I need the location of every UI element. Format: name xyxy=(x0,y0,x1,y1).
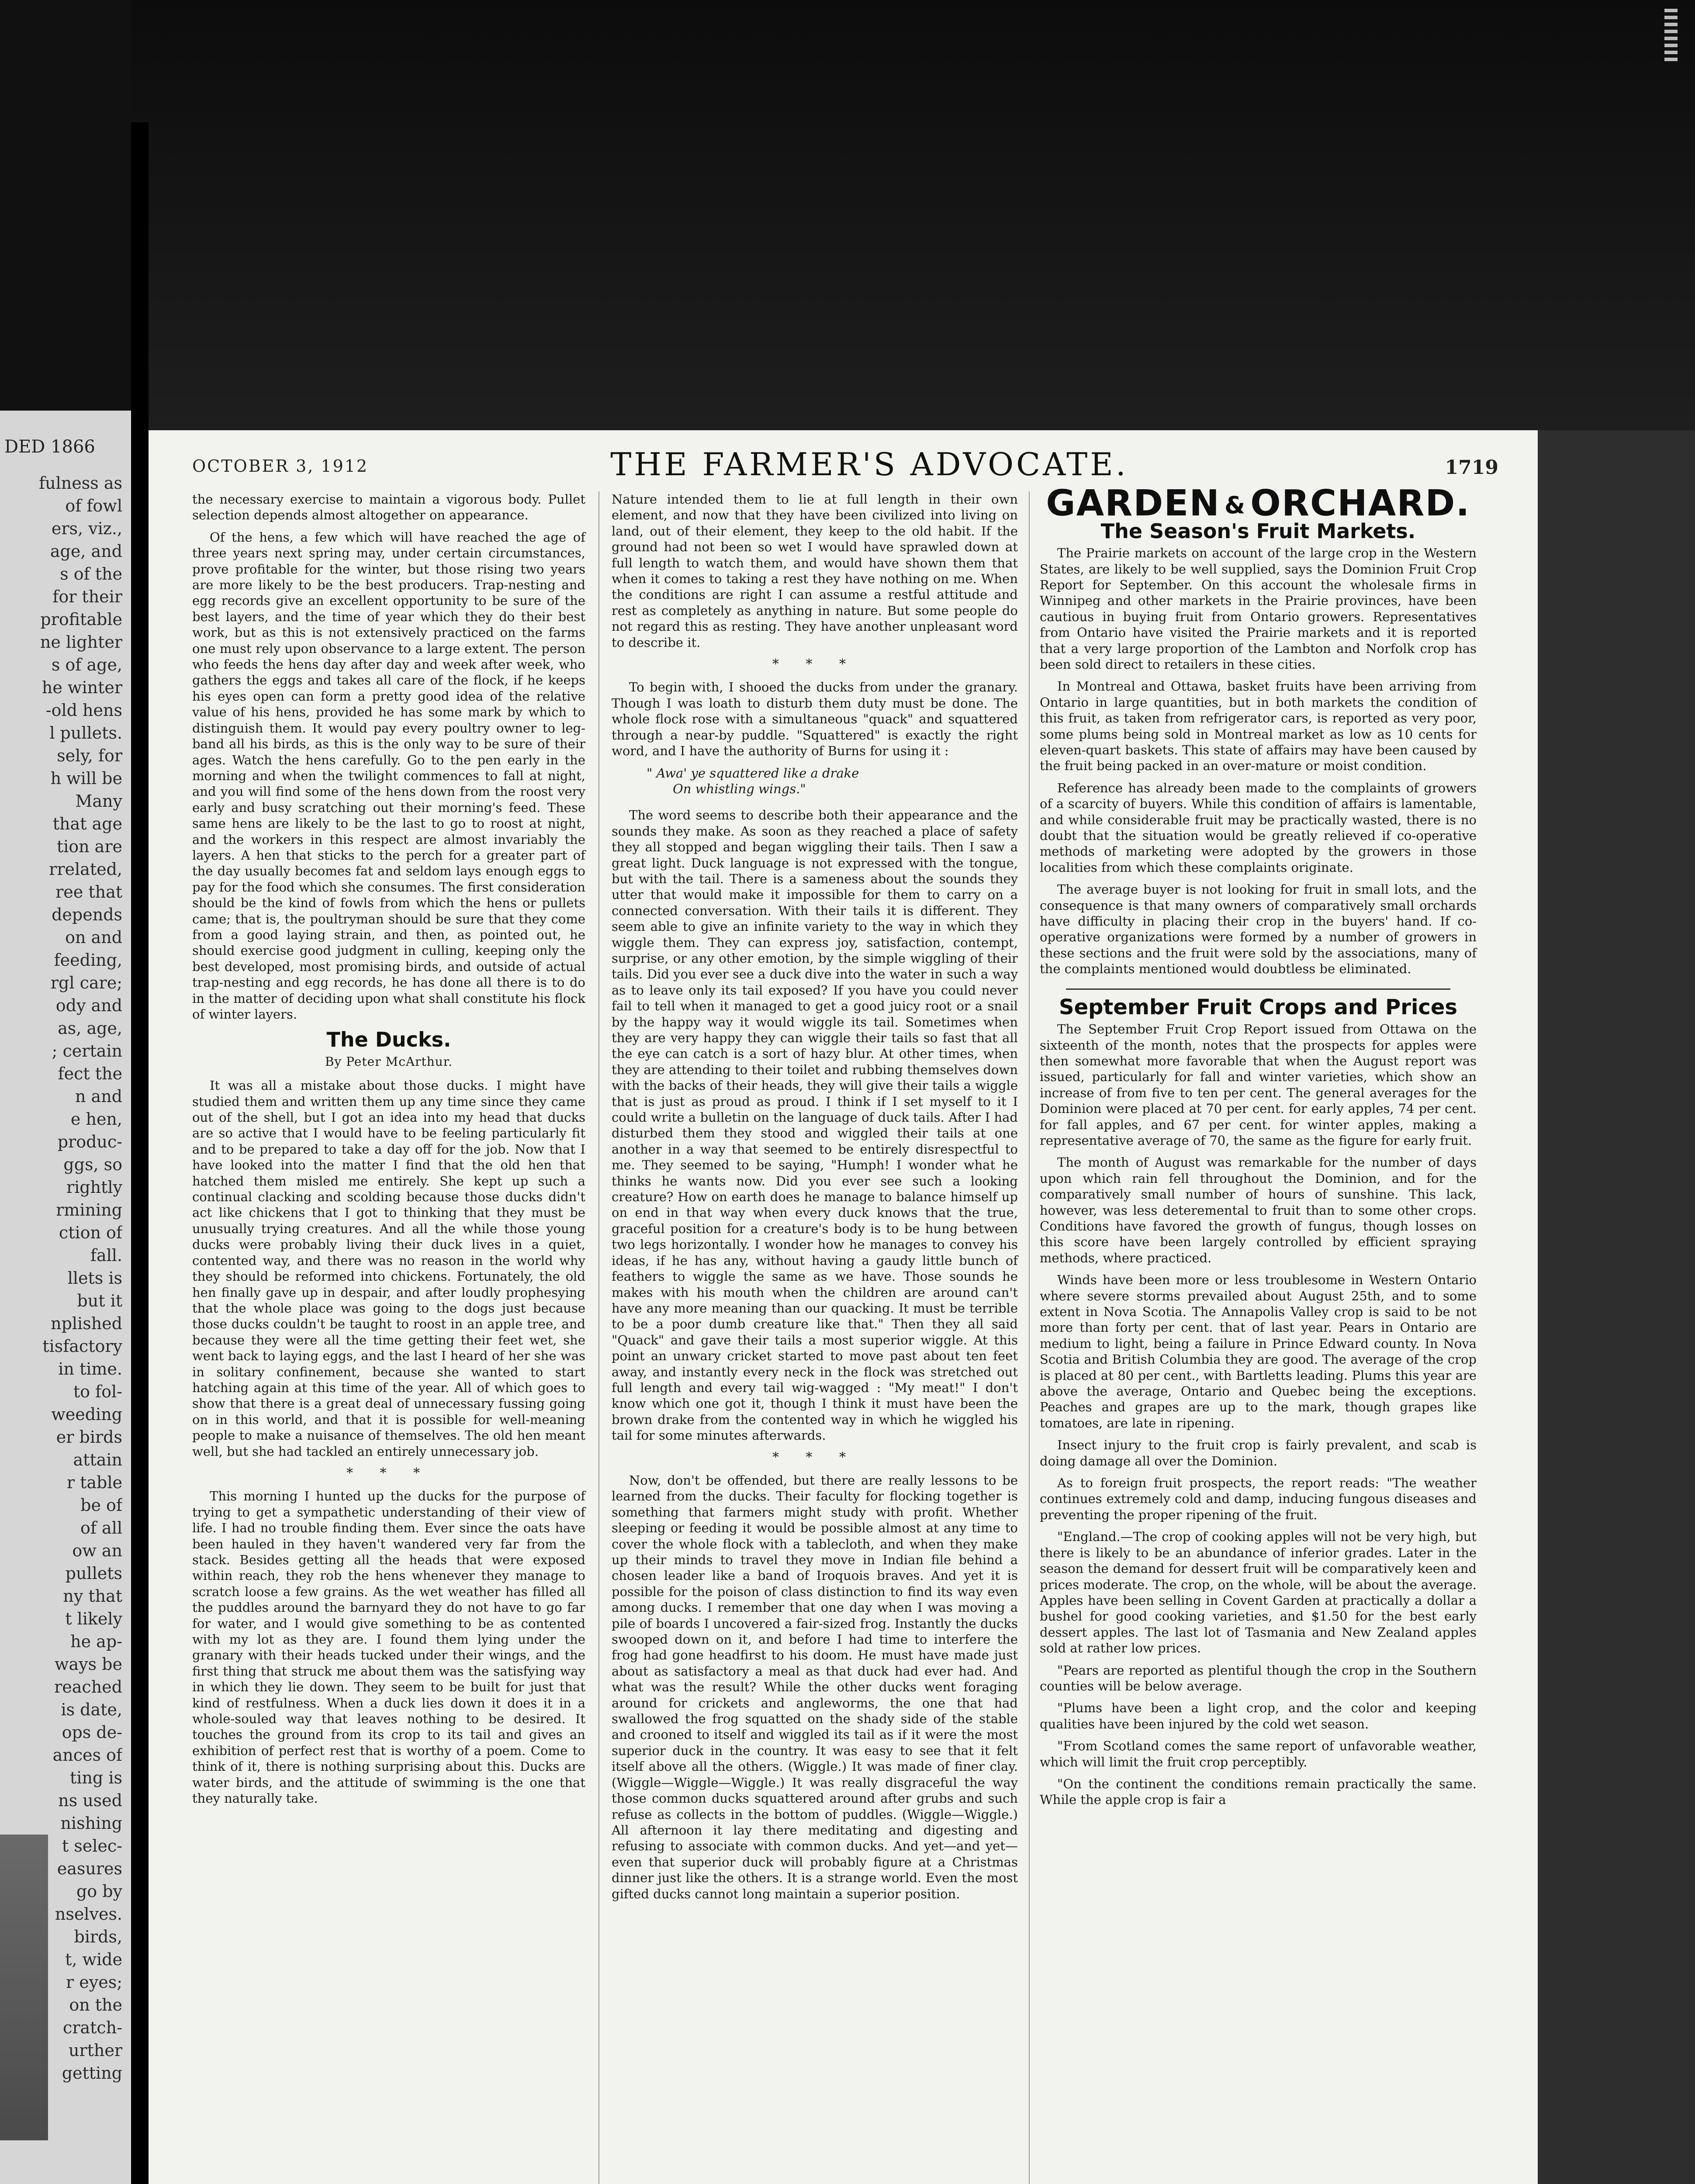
fragment-line: fall. xyxy=(90,1246,122,1265)
fragment-line: ting is xyxy=(70,1768,122,1787)
paragraph: Of the hens, a few which will have reached the age of three years next spring may, under certain circumstances, prove profitable for the winter, but those rising two years are more likely to be the best producers. Trap-nesting and egg records give an excellent opportunity to be sure of the best layers, and the time of year which they do their best work, but as this is not extensively practiced on the farms one must rely upon observance to a large extent. The person who feeds the hens day after day and week after week, who gathers the eggs and takes all care of the flock, if he keeps his eyes open can form a pretty good idea of the relative value of his hens, provided he has some mark by which to distinguish them. It would pay every poultry owner to leg-band all his birds, as this is the only way to be sure of their ages. Watch the hens carefully. Go to the pen early in the morning and when the twilight commences to fall at night, and you will find some of the hens down from the roost very early and busy scratching out their morning's feed. These same hens are likely to be the last to go to roost at night, and the workers in this respect are almost invariably the layers. A hen that sticks to the perch for a greater part of the day usually becomes fat and seldom lays enough eggs to pay for the food which she consumes. The first consideration should be the kind of fowls from which the hens or pullets came; that is, the poultryman should be sure that they come from a good laying strain, and then, as pointed out, he should exercise good judgment in culling, keeping only the best developed, most promising birds, and outside of actual trap-nesting and egg records, he has done all there is to do in the matter of deciding upon what shall constitute his flock of winter layers. xyxy=(192,529,585,1022)
fragment-line: n and xyxy=(75,1087,122,1106)
fruit-crops-title: September Fruit Crops and Prices xyxy=(1059,995,1457,1019)
fragment-line: Many xyxy=(75,791,122,811)
publication-title: THE FARMER'S ADVOCATE. xyxy=(610,446,1128,483)
right-margin xyxy=(1538,430,1695,2184)
fragment-line: fulness as xyxy=(39,473,122,493)
fragment-line: attain xyxy=(73,1450,122,1469)
fragment-line: h will be xyxy=(50,769,122,788)
article-divider xyxy=(1066,988,1450,990)
ducks-article-body-2 xyxy=(192,1488,585,1806)
paragraph: Winds have been more or less troublesome in Western Ontario where severe storms prevailed about August 25th, and to some extent in Nova Scotia. The Annapolis Valley crop is said to be not more than forty per cent. that of last year. Pears in Ontario are medium to light, being a failure in Prince Edward county. In Nova Scotia and British Columbia they are good. The average of the crop is placed at 80 per cent., with Bartletts leading. Plums this year are above the average, Ontario and Quebec being the exceptions. Peaches and grapes are up to the mark, though grapes like tomatoes, are late in ripening. xyxy=(1040,1272,1477,1431)
paragraph: the necessary exercise to maintain a vigorous body. Pullet selection depends almost altogether on appearance. xyxy=(192,492,585,523)
fragment-line: urther xyxy=(68,2041,122,2060)
paragraph: Reference has already been made to the complaints of growers of a scarcity of buyers. While this condition of affairs is lamentable, and while considerable fruit may be practically wasted, there is no doubt that the situation would be greatly relieved if co-operative methods of marketing were adopted by the growers in those localities from which these complaints originate. xyxy=(1040,780,1477,875)
fragment-line: s of age, xyxy=(51,655,122,674)
fragment-line: is date, xyxy=(61,1700,122,1719)
fruit-markets-body xyxy=(1040,545,1477,977)
fragment-line: t, wide xyxy=(65,1950,122,1969)
fruit-crops-body xyxy=(1040,1021,1477,1808)
fragment-line: profitable xyxy=(40,610,122,629)
ducks-article-body-5 xyxy=(612,1472,1018,1902)
paragraph: The Prairie markets on account of the large crop in the Western States, are likely to be well supplied, says the Dominion Fruit Crop Report for September. On this account the wholesale firms in Winnipeg and other markets in the Prairie provinces, have been cautious in buying fruit from Ontario growers. Representatives from Ontario have visited the Prairie markets and it is reported that a very large proportion of the Lambton and Norfolk crop has been sold direct to retailers in these cities. xyxy=(1040,546,1477,672)
fragment-line: to fol- xyxy=(73,1382,122,1401)
garden-orchard-banner xyxy=(1040,483,1477,524)
issue-date: OCTOBER 3, 1912 xyxy=(192,456,369,476)
fragment-line: weeding xyxy=(51,1405,122,1424)
fragment-line: on and xyxy=(65,928,122,947)
scan-edge-mark xyxy=(1664,9,1678,61)
banner-word-orchard: ORCHARD. xyxy=(1250,483,1470,524)
fragment-line: ances of xyxy=(52,1745,122,1765)
fragment-line: that age xyxy=(52,814,122,833)
section-break: * * * xyxy=(772,1449,858,1465)
ducks-article-title: The Ducks. xyxy=(326,1028,451,1052)
fragment-line: pullets xyxy=(65,1564,122,1583)
fragment-line: easures xyxy=(57,1859,122,1878)
fragment-line: getting xyxy=(62,2063,122,2083)
fragment-line: ops de- xyxy=(62,1723,122,1742)
fragment-line: ggs, so xyxy=(63,1155,122,1174)
fragment-line: go by xyxy=(76,1882,122,1901)
fragment-line: e hen, xyxy=(70,1109,122,1129)
fragment-line: l pullets. xyxy=(49,723,122,743)
fragment-line: rightly xyxy=(66,1178,122,1197)
fragment-line: ody and xyxy=(55,996,122,1015)
paragraph: The September Fruit Crop Report issued from Ottawa on the sixteenth of the month, notes that the prospects for apples were then somewhat more favorable that when the August report was issued, particularly for fall and winter varieties, which show an increase of from five to ten per cent. The general averages for the Dominion were placed at 70 per cent. for early apples, 74 per cent. for fall apples, and 67 per cent. for winter apples, making a representative average of 70, the same as the figure for early fruit. xyxy=(1040,1022,1477,1148)
fragment-line: r table xyxy=(66,1473,122,1492)
ducks-article-continuation xyxy=(612,491,1018,650)
fragment-line: rgl care; xyxy=(50,973,122,992)
section-break: * * * xyxy=(346,1465,432,1481)
fragment-line: birds, xyxy=(74,1927,122,1946)
fragment-line: but it xyxy=(77,1291,122,1310)
paragraph: As to foreign fruit prospects, the report reads: "The weather continues extremely cold and damp, inducing fungous diseases and preventing the proper ripening of the fruit. xyxy=(1040,1476,1477,1522)
newspaper-page xyxy=(149,430,1538,2184)
column-divider xyxy=(598,491,599,2184)
fragment-line: nplished xyxy=(51,1314,122,1333)
paragraph: To begin with, I shooed the ducks from under the granary. Though I was loath to disturb them duty must be done. The whole flock rose with a simultaneous "quack" and squattered through a near-by puddle. "Squattered" is exactly the right word, and I have the authority of Burns for using it : xyxy=(612,680,1018,759)
fragment-line: reached xyxy=(54,1677,122,1697)
paragraph: Now, don't be offended, but there are really lessons to be learned from the ducks. Their faculty for flocking together is something that farmers might study with profit. Whether sleeping or feeding it would be possible almost at any time to cover the whole flock with a tablecloth, and when they make up their minds to travel they move in Indian file behind a chosen leader like a band of Iroquois braves. And yet it is possible for the poison of class distinction to find its way even among ducks. I remember that one day when I was moving a pile of boards I uncovered a fair-sized frog. Instantly the ducks swooped down on it, and before I had time to interfere the frog had gone headfirst to his doom. He must have made just about as satisfactory a meal as that duck had ever had. And what was the result? While the other ducks went foraging around for crickets and angleworms, the one that had swallowed the frog squatted on the shady side of the stable and crooned to itself and wiggled its tail as if it were the most superior duck in the country. It was easy to see that it felt itself above all the others. (Wiggle.) It was made of finer clay. (Wiggle—Wiggle—Wiggle.) It was really disgraceful the way those common ducks squattered around after grubs and such refuse as collects in the bottom of puddles. (Wiggle—Wiggle.) All afternoon it lay there meditating and digesting and refusing to associate with common ducks. And yet—and yet—even that superior duck will probably figure at a Christmas dinner just like the others. It is a strange world. Even the most gifted ducks cannot long maintain a superior position. xyxy=(612,1472,1018,1901)
fragment-line: t likely xyxy=(65,1609,122,1628)
fragment-line: nishing xyxy=(60,1814,122,1833)
fragment-line: nselves. xyxy=(55,1904,122,1924)
fragment-line: cratch- xyxy=(63,2018,122,2037)
fragment-line: llets is xyxy=(67,1268,122,1288)
fragment-line: he winter xyxy=(42,678,122,697)
paragraph: Nature intended them to lie at full length in their own element, and now that they have been civilized into living on land, out of their element, they keep to the old habit. If the ground had not been so wet I would have sprawled down at full length to watch them, and would have shown them that when it comes to taking a rest they have nothing on me. When the conditions are right I can assume a restful attitude and rest as completely as anything in nature. But some people do not regard this as resting. They have another unpleasant word to describe it. xyxy=(612,492,1018,650)
previous-page-photo xyxy=(0,1835,48,2140)
paragraph: It was all a mistake about those ducks. I might have studied them and written them up any time since they came out of the shell, but I got an idea into my head that ducks are so active that I would have to be feeling particularly fit and to be prepared to take a day off for the job. Now that I have looked into the matter I find that the old hen that hatched them misled me entirely. She kept up such a continual clacking and scolding because those ducks didn't act like chickens that I got to thinking that they must be unusually trying creatures. And all the while those young ducks were probably living their duck lives in a quiet, contented way, and there was no reason in the world why they should be reformed into chickens. Fortunately, the old hen finally gave up in despair, and after loudly prophesying that the whole place was going to the dogs just because those ducks couldn't be taught to roost in an apple tree, and because they were all the time getting their feet wet, she went back to laying eggs, and the last I heard of her she was in solitary confinement, because she wanted to start hatching again at this time of the year. All of which goes to show that there is a great deal of unnecessary fussing going on in this world, and that it is possible for well-meaning people to make a nuisance of themselves. The old hen meant well, but she had tackled an entirely unnecessary job. xyxy=(192,1078,585,1459)
ducks-article-byline: By Peter McArthur. xyxy=(325,1054,453,1069)
fragment-line: feeding, xyxy=(54,950,122,970)
paragraph: "Pears are reported as plentiful though the crop in the Southern counties will be below average. xyxy=(1040,1662,1477,1693)
fragment-line: ways be xyxy=(54,1655,122,1674)
paragraph: The average buyer is not looking for fruit in small lots, and the consequence is that many owners of comparatively small orchards have difficulty in placing their crop in the buyers' hand. If co-operative organizations were formed by a number of growers in these sections and the fruit were sold by the associations, many of the complaints mentioned would doubtless be eliminated. xyxy=(1040,882,1477,977)
column-divider xyxy=(1029,491,1030,2184)
paragraph: "England.—The crop of cooking apples will not be very high, but there is likely to be an abundance of inferior grades. Later in the season the demand for dessert fruit will be comparatively keen and prices moderate. The crop, on the whole, will be about the average. Apples have been selling in Covent Garden at practically a dollar a bushel for good cooking varieties, and $1.50 for the best early dessert apples. The last lot of Tasmania and New Zealand apples sold at rather low prices. xyxy=(1040,1529,1477,1656)
fruit-markets-title: The Season's Fruit Markets. xyxy=(1100,519,1416,543)
fragment-line: produc- xyxy=(57,1132,122,1151)
scanner-top-margin xyxy=(131,0,1695,430)
paragraph: This morning I hunted up the ducks for the purpose of trying to get a sympathetic understanding of their view of life. I had no trouble finding them. Ever since the oats have been hauled in they haven't wandered very far from the stack. Besides getting all the heads that were exposed within reach, they rob the hens whenever they manage to scratch loose a few grains. As the wet weather has filled all the puddles around the barnyard they do not have to go far for water, and I would give something to be as contented with my lot as they are. I found them lying under the granary with their heads tucked under their wings, and the first thing that struck me about them was the satisfying way in which they lie down. They seem to be built for just that kind of restfulness. When a duck lies down it does it in a whole-souled way that leaves nothing to be desired. It touches the ground from its crop to its tail and gives an exhibition of perfect rest that is worthy of a poem. Come to think of it, there is nothing surprising about this. Ducks are water birds, and the attitude of swimming is the one that they naturally take. xyxy=(192,1489,585,1806)
fragment-line: as, age, xyxy=(58,1019,122,1038)
fragment-line: rrelated, xyxy=(49,860,122,879)
fragment-line: ; certain xyxy=(52,1041,122,1061)
fragment-line: ow an xyxy=(72,1541,122,1560)
fragment-line: rmining xyxy=(56,1200,122,1220)
fragment-line: for their xyxy=(52,587,122,606)
fragment-line: sely, for xyxy=(57,746,122,765)
fragment-line: be of xyxy=(80,1496,122,1515)
fragment-line: r eyes; xyxy=(66,1973,122,1992)
page-gutter xyxy=(131,122,149,2184)
fragment-line: ers, viz., xyxy=(51,519,122,538)
fragment-line: s of the xyxy=(60,564,122,584)
page-number: 1719 xyxy=(1445,456,1498,479)
column-1 xyxy=(192,491,585,1813)
fragment-line: ns used xyxy=(58,1791,122,1810)
paragraph: "Plums have been a light crop, and the color and keeping qualities have been injured by the cold wet season. xyxy=(1040,1700,1477,1731)
ducks-article-body-3 xyxy=(612,679,1018,759)
fragment-line: in time. xyxy=(58,1359,122,1379)
poultry-article-continuation xyxy=(192,491,585,1022)
column-2 xyxy=(612,491,1018,1908)
banner-ampersand: & xyxy=(1225,491,1246,519)
fragment-line: er birds xyxy=(56,1427,122,1447)
fragment-line: fect the xyxy=(58,1064,122,1083)
ducks-article-body-4 xyxy=(612,807,1018,1443)
paragraph: The month of August was remarkable for the number of days upon which rain fell throughout the Dominion, and for the comparatively small number of hours of sunshine. This lack, however, was less deteremental to fruit than to some other crops. Conditions have favored the growth of fungus, though losses on this score have been largely controlled by efficient spraying methods, where practiced. xyxy=(1040,1155,1477,1265)
verse-line: On whistling wings." xyxy=(673,781,806,796)
ducks-article-body xyxy=(192,1078,585,1459)
fragment-line: age, and xyxy=(50,542,122,561)
previous-page-header: DED 1866 xyxy=(4,437,95,457)
burns-quotation xyxy=(647,765,1018,797)
fragment-line: -old hens xyxy=(45,701,122,720)
paragraph: The word seems to describe both their appearance and the sounds they make. As soon as they reached a place of safety they all stopped and began wiggling their tails. Then I saw a great light. Duck language is not expressed with the tongue, but with the tail. There is a sameness about the sounds they utter that would make it impossible for them to carry on a connected conversation. With their tails it is different. They seem able to give an infinite variety to the way in which they wiggle them. They can express joy, satisfaction, contempt, surprise, or any other emotion, by the simple wiggling of their tails. Did you ever see a duck dive into the water in such a way as to leave only its tail exposed? If you have you could never fail to tell when it managed to get a good juicy root or a snail by the happy way it would wiggle its tail. Sometimes when they are very happy they can wiggle their tails so fast that all the eye can catch is a sort of hazy blur. At other times, when they are attending to their toilet and rubbing themselves down with the backs of their heads, they will give their tails a wiggle that is just as proud as proud. I think if I set myself to it I could write a bulletin on the language of duck tails. After I had disturbed them they stood and wiggled their tails at one another in a way that seemed to be entirely disrespectful to me. They seemed to be saying, "Humph! I wonder what he thinks he wants now. Did you ever see such a looking creature? How on earth does he manage to balance himself up on end in that way when every duck knows that the true, graceful position for a creature's body is to be hung between two legs horizontally. I wonder how he manages to convey his ideas, if he has any, without having a gaudy little bunch of feathers to wiggle the same as we have. Those sounds he makes with his mouth when the children are around can't have any more meaning than our quacking. It must be terrible to be a poor dumb creature like that." Then they all said "Quack" and gave their tails a most superior wiggle. At this point an unwary cricket started to move past about ten feet away, and instantly every neck in the flock was stretched out full length and every tail wig-wagged : "My meat!" I don't know which one got it, though I think it must have been the brown drake from the contented way in which he wiggled his tail for some minutes afterwards. xyxy=(612,808,1018,1443)
column-3 xyxy=(1040,483,1477,1814)
paragraph: "On the continent the conditions remain practically the same. While the apple crop is fair a xyxy=(1040,1776,1477,1807)
fragment-line: t selec- xyxy=(62,1836,122,1856)
fragment-line: on the xyxy=(69,1995,122,2015)
fragment-line: ny that xyxy=(63,1586,122,1606)
fragment-line: ction of xyxy=(59,1223,122,1242)
fragment-line: of all xyxy=(80,1518,122,1538)
fragment-line: of fowl xyxy=(65,496,122,515)
paragraph: Insect injury to the fruit crop is fairly prevalent, and scab is doing damage all over the Dominion. xyxy=(1040,1438,1477,1469)
banner-word-garden: GARDEN xyxy=(1046,483,1221,524)
verse-line: " Awa' ye squattered like a drake xyxy=(647,765,859,781)
running-head xyxy=(149,443,1538,487)
paragraph: "From Scotland comes the same report of unfavorable weather, which will limit the fruit crop perceptibly. xyxy=(1040,1738,1477,1769)
fragment-line: tisfactory xyxy=(42,1337,122,1356)
fragment-line: ree that xyxy=(55,882,122,902)
fragment-line: he ap- xyxy=(70,1632,122,1651)
section-break: * * * xyxy=(772,657,858,672)
fragment-line: tion are xyxy=(56,837,122,856)
fragment-line: depends xyxy=(52,905,122,924)
paragraph: In Montreal and Ottawa, basket fruits have been arriving from Ontario in large quantities, but in both markets the condition of this fruit, as taken from refrigerator cars, is reported as very poor, some plums being sold in Montreal market as low as 10 cents for eleven-quart baskets. This state of affairs may have been caused by the fruit being packed in an over-mature or moist condition. xyxy=(1040,679,1477,774)
fragment-line: ne lighter xyxy=(40,632,122,652)
